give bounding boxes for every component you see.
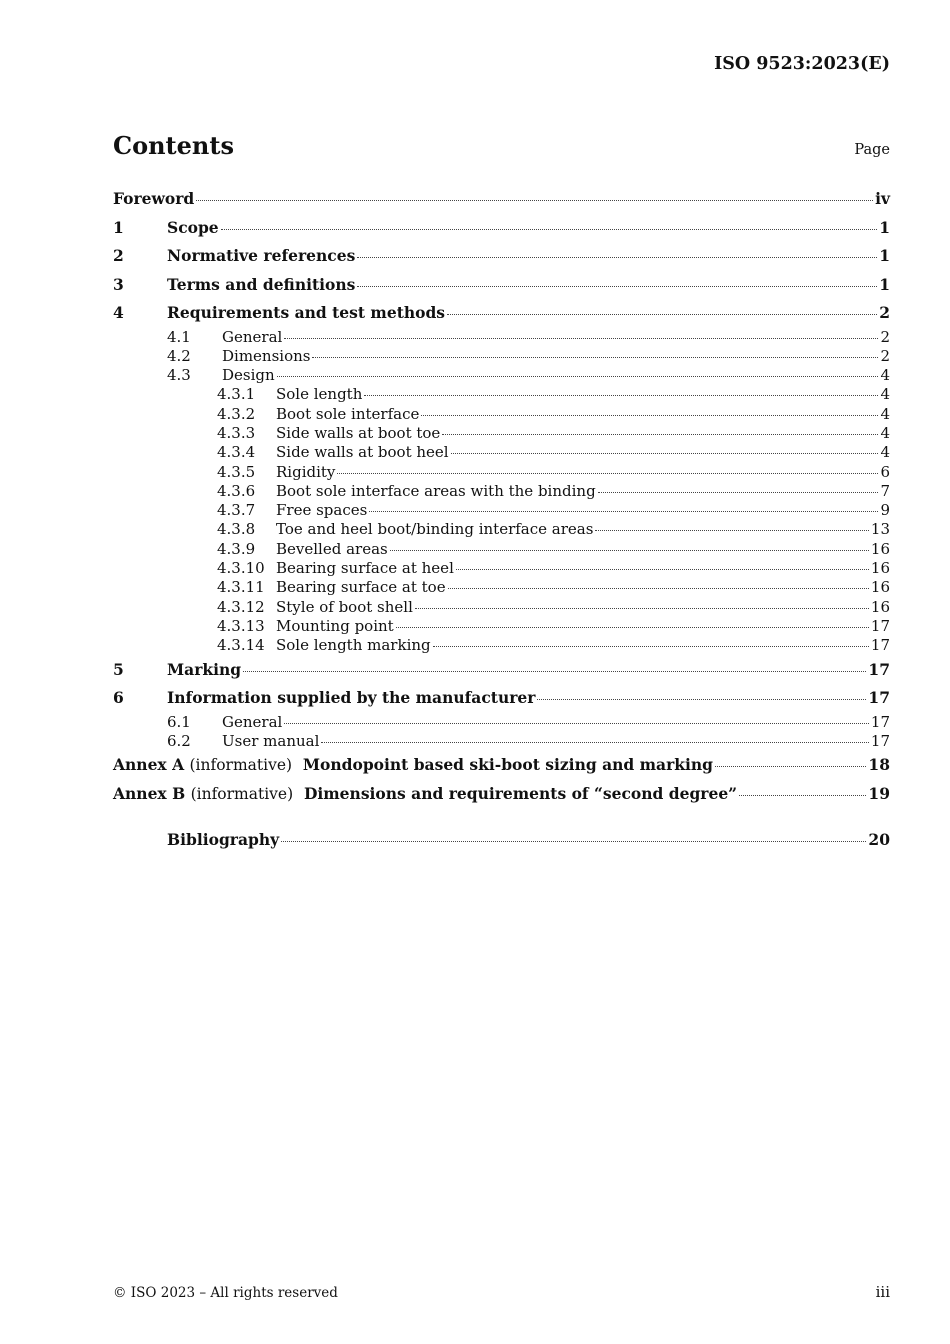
toc-page: 2 xyxy=(880,346,890,365)
annex-title: Mondopoint based ski-boot sizing and marking xyxy=(302,755,713,775)
toc-title: Information supplied by the manufacturer xyxy=(167,688,536,708)
toc-entry-4-2[interactable] xyxy=(113,347,890,366)
toc-entry-bibliography[interactable] xyxy=(113,826,890,855)
toc-page: 17 xyxy=(870,616,890,635)
toc-entry-requirements[interactable] xyxy=(113,299,890,328)
toc-page: 16 xyxy=(870,597,890,616)
toc-title: Dimensions xyxy=(222,346,311,365)
dot-leader xyxy=(196,200,873,201)
dot-leader xyxy=(715,766,866,767)
toc-title: Design xyxy=(222,366,275,385)
toc-entry-6-1[interactable] xyxy=(113,713,890,732)
page-column-label: Page xyxy=(854,142,890,158)
dot-leader xyxy=(415,608,869,609)
toc-page: 13 xyxy=(870,520,890,539)
toc-title: Foreword xyxy=(113,189,195,208)
dot-leader xyxy=(369,511,878,512)
dot-leader xyxy=(537,699,866,700)
toc-entry-4-1[interactable] xyxy=(113,328,890,347)
toc-number: 1 xyxy=(113,217,124,237)
toc-title: General xyxy=(222,712,283,731)
dot-leader xyxy=(739,795,866,796)
toc-number: 4.1 xyxy=(167,327,191,346)
toc-title: Marking xyxy=(167,659,242,679)
copyright-notice: © ISO 2023 – All rights reserved xyxy=(113,1285,338,1301)
toc-entry-4-3-9[interactable] xyxy=(113,540,890,559)
toc-title: Boot sole interface areas with the binding xyxy=(276,481,596,500)
toc-number: 4.3.12 xyxy=(217,597,265,616)
toc-number: 6.1 xyxy=(167,712,191,731)
toc-number: 4.3.1 xyxy=(217,385,256,404)
dot-leader xyxy=(357,257,877,258)
toc-page: iv xyxy=(875,189,890,208)
toc-entry-4-3-11[interactable] xyxy=(113,578,890,597)
toc-title: Requirements and test methods xyxy=(167,303,446,322)
dot-leader xyxy=(456,569,869,570)
toc-entry-annex-b[interactable] xyxy=(113,780,890,809)
dot-leader xyxy=(595,530,868,531)
dot-leader xyxy=(598,492,879,493)
toc-entry-4-3-12[interactable] xyxy=(113,598,890,617)
toc-number: 4.3.13 xyxy=(217,616,265,635)
toc-page: 6 xyxy=(880,462,890,481)
toc-title: Rigidity xyxy=(276,462,336,481)
toc-entry-normative-references[interactable] xyxy=(113,242,890,271)
dot-leader xyxy=(442,434,878,435)
toc-entry-4-3-13[interactable] xyxy=(113,617,890,636)
document-id: ISO 9523:2023(E) xyxy=(714,54,890,74)
toc-page: 9 xyxy=(880,501,890,520)
toc-number: 4.3.2 xyxy=(217,404,256,423)
page-number: iii xyxy=(875,1283,890,1301)
toc-number: 4.3.6 xyxy=(217,481,256,500)
toc-number: 4.3.10 xyxy=(217,559,265,578)
dot-leader xyxy=(357,286,877,287)
toc-entry-6-2[interactable] xyxy=(113,732,890,751)
toc-entry-4-3-7[interactable] xyxy=(113,501,890,520)
dot-leader xyxy=(221,229,878,230)
toc-entry-information[interactable] xyxy=(113,684,890,713)
toc-page: 1 xyxy=(879,217,890,237)
toc-number: 4 xyxy=(113,303,124,322)
toc-entry-4-3-8[interactable] xyxy=(113,520,890,539)
toc-title: Sole length xyxy=(276,385,363,404)
dot-leader xyxy=(451,453,879,454)
toc-page: 4 xyxy=(880,443,890,462)
toc-page: 18 xyxy=(868,755,890,775)
toc-page: 4 xyxy=(880,385,890,404)
dot-leader xyxy=(448,588,869,589)
toc-page: 17 xyxy=(868,659,890,679)
toc-number: 6.2 xyxy=(167,731,191,750)
toc-entry-4-3-14[interactable] xyxy=(113,636,890,655)
dot-leader xyxy=(243,671,866,672)
toc-number: 4.3.9 xyxy=(217,539,256,558)
toc-number: 3 xyxy=(113,274,124,294)
toc-number: 4.3.4 xyxy=(217,443,256,462)
dot-leader xyxy=(284,723,869,724)
dot-leader xyxy=(284,338,878,339)
toc-entry-terms-definitions[interactable] xyxy=(113,271,890,300)
toc-entry-4-3-3[interactable] xyxy=(113,424,890,443)
toc-page: 16 xyxy=(870,539,890,558)
annex-title: Dimensions and requirements of “second degree” xyxy=(303,783,738,803)
toc-title: Toe and heel boot/binding interface areas xyxy=(276,520,594,539)
toc-number: 4.3.8 xyxy=(217,520,256,539)
toc-page: 16 xyxy=(870,578,890,597)
toc-title: Side walls at boot toe xyxy=(276,423,441,442)
toc-page: 17 xyxy=(870,712,890,731)
dot-leader xyxy=(447,314,877,315)
toc-page: 20 xyxy=(868,830,890,850)
toc-page: 2 xyxy=(880,327,890,346)
toc-page: 2 xyxy=(879,303,890,322)
toc-page: 1 xyxy=(879,246,890,265)
toc-page: 1 xyxy=(879,274,890,294)
toc-title: General xyxy=(222,327,283,346)
dot-leader xyxy=(421,415,878,416)
dot-leader xyxy=(277,376,879,377)
toc-page: 17 xyxy=(870,731,890,750)
toc-title: Bibliography xyxy=(167,830,280,850)
dot-leader xyxy=(433,646,869,647)
toc-page: 4 xyxy=(880,366,890,385)
table-of-contents xyxy=(113,185,890,855)
toc-title: Mounting point xyxy=(276,616,394,635)
toc-title: Boot sole interface xyxy=(276,404,420,423)
toc-title xyxy=(113,780,737,809)
toc-title: User manual xyxy=(222,731,320,750)
dot-leader xyxy=(281,841,866,842)
toc-title: Free spaces xyxy=(276,501,368,520)
dot-leader xyxy=(396,627,869,628)
toc-entry-4-3-4[interactable] xyxy=(113,443,890,462)
toc-number: 4.3.14 xyxy=(217,636,265,655)
toc-number: 4.3 xyxy=(167,366,191,385)
toc-number: 4.3.5 xyxy=(217,462,256,481)
annex-type: (informative) xyxy=(190,784,294,803)
toc-title: Side walls at boot heel xyxy=(276,443,449,462)
toc-entry-4-3-2[interactable] xyxy=(113,405,890,424)
page-title: Contents xyxy=(113,131,234,160)
toc-page: 19 xyxy=(868,783,890,803)
toc-title: Bearing surface at heel xyxy=(276,559,454,578)
toc-entry-4-3-6[interactable] xyxy=(113,482,890,501)
toc-title: Scope xyxy=(167,217,219,237)
toc-title: Bevelled areas xyxy=(276,539,388,558)
toc-title: Bearing surface at toe xyxy=(276,578,446,597)
toc-entry-4-3-10[interactable] xyxy=(113,559,890,578)
dot-leader xyxy=(312,357,878,358)
toc-number: 4.3.7 xyxy=(217,501,256,520)
toc-number: 6 xyxy=(113,688,124,708)
annex-label: Annex A xyxy=(113,755,185,775)
toc-page: 4 xyxy=(880,404,890,423)
annex-label: Annex B xyxy=(113,783,186,803)
dot-leader xyxy=(364,395,878,396)
dot-leader xyxy=(337,473,878,474)
toc-number: 4.3.11 xyxy=(217,578,265,597)
toc-title xyxy=(113,751,713,780)
toc-entry-annex-a[interactable] xyxy=(113,751,890,780)
toc-entry-4-3-1[interactable] xyxy=(113,385,890,404)
toc-page: 17 xyxy=(868,688,890,708)
toc-page: 17 xyxy=(870,636,890,655)
toc-entry-foreword[interactable] xyxy=(113,185,890,214)
toc-number: 4.3.3 xyxy=(217,423,256,442)
dot-leader xyxy=(390,550,869,551)
toc-entry-marking[interactable] xyxy=(113,656,890,685)
toc-title: Terms and definitions xyxy=(167,274,356,294)
toc-title: Normative references xyxy=(167,246,356,265)
toc-title: Sole length marking xyxy=(276,636,431,655)
toc-number: 2 xyxy=(113,246,124,265)
toc-entry-scope[interactable] xyxy=(113,214,890,243)
toc-entry-4-3[interactable] xyxy=(113,366,890,385)
dot-leader xyxy=(321,742,869,743)
spacer xyxy=(113,808,890,826)
annex-type: (informative) xyxy=(189,756,293,775)
toc-page: 7 xyxy=(880,481,890,500)
toc-title: Style of boot shell xyxy=(276,597,413,616)
toc-entry-4-3-5[interactable] xyxy=(113,463,890,482)
toc-number: 4.2 xyxy=(167,346,191,365)
toc-number: 5 xyxy=(113,659,124,679)
toc-page: 4 xyxy=(880,423,890,442)
toc-page: 16 xyxy=(870,559,890,578)
